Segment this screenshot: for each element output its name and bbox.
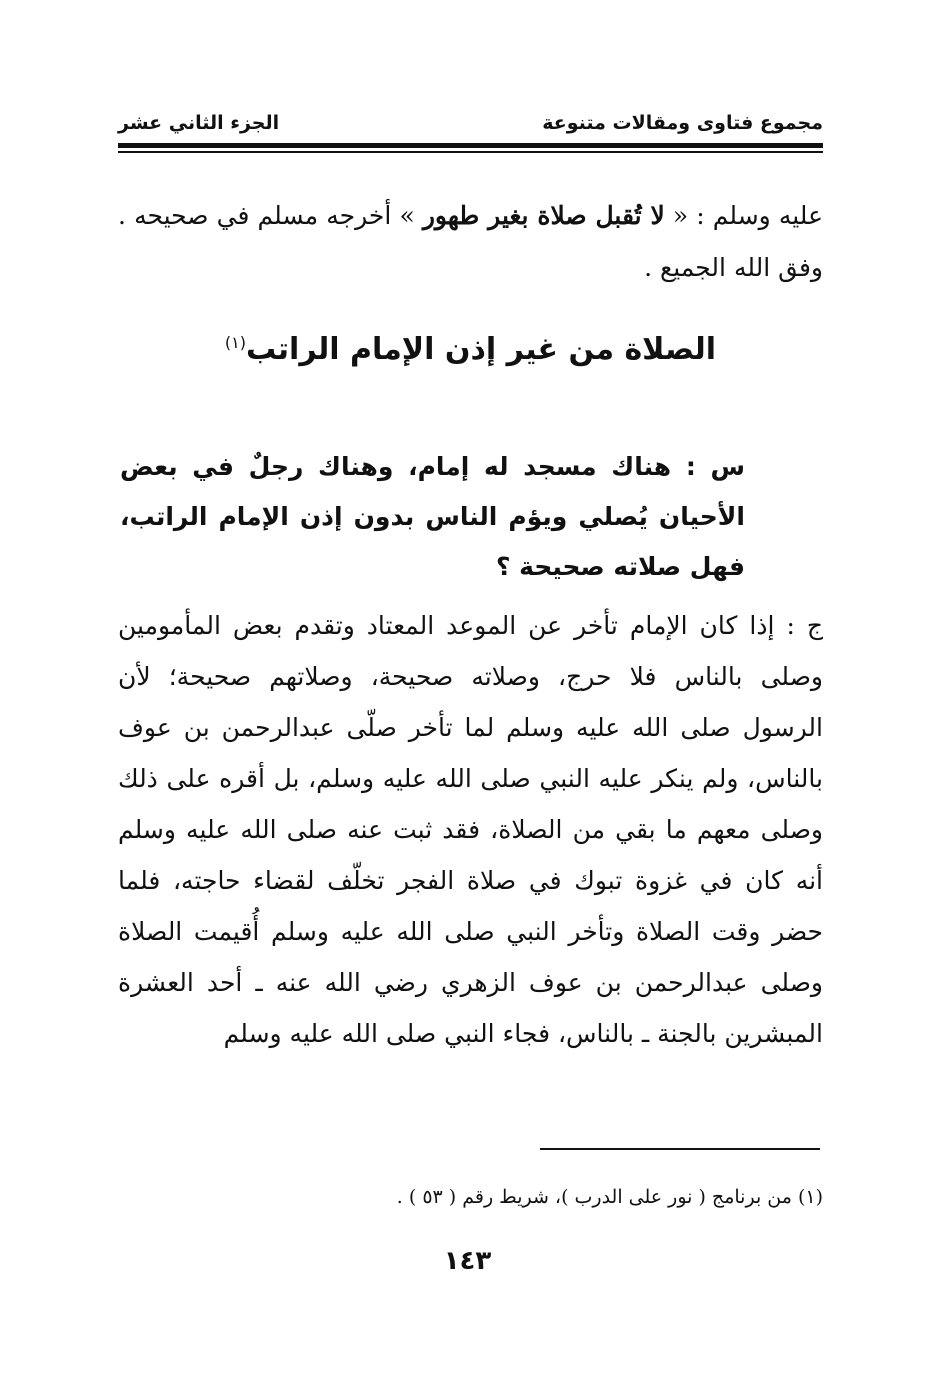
answer-paragraph: ج : إذا كان الإمام تأخر عن الموعد المعتاد وتقدم بعض المأمومين وصلى بالناس فلا حرج، وصلاته صحيحة، وصلاتهم صحيحة؛ لأن الرسول صلى الله عليه وسلم لما تأخر صلّى عبدالرحمن بن عوف بالناس، ولم ينكر عليه النبي صلى الله عليه وسلم، بل أقره على ذلك وصلى معهم ما بقي من الصلاة، فقد ثبت عنه صلى الله عليه وسلم أنه كان في غزوة تبوك في صلاة الفجر تخلّف لقضاء حاجته، فلما حضر وقت الصلاة وتأخر النبي صلى الله عليه وسلم أُقيمت الصلاة وصلى عبدالرحمن بن عوف الزهري رضي الله عنه ـ أحد العشرة المبشرين بالجنة ـ بالناس، فجاء النبي صلى الله عليه وسلم (118, 611, 823, 1048)
section-title (118, 332, 823, 367)
footnote-marker: (١) (224, 333, 247, 352)
intro-paragraph (118, 190, 823, 294)
section-title-text: الصلاة من غير إذن الإمام الراتب (246, 332, 717, 367)
hadith-quote: لا تُقبل صلاة بغير طهور (422, 201, 665, 230)
running-header (118, 112, 823, 142)
page-number: ١٤٣ (443, 1246, 492, 1276)
footnote: (١) من برنامج ( نور على الدرب )، شريط رقم ( ٥٣ ) . (396, 1186, 823, 1208)
header-rule-thick (118, 143, 823, 148)
question-paragraph: س : هناك مسجد له إمام، وهناك رجلٌ في بعض الأحيان يُصلي ويؤم الناس بدون إذن الإمام الراتب، فهل صلاته صحيحة ؟ (120, 452, 745, 581)
intro-prefix: عليه وسلم : « (664, 201, 823, 230)
book-title: مجموع فتاوى ومقالات متنوعة (542, 112, 823, 134)
volume-label: الجزء الثاني عشر (118, 112, 280, 134)
intro-suffix: » أخرجه مسلم في صحيحه . وفق الله الجميع . (118, 201, 823, 282)
footnote-separator (540, 1148, 820, 1150)
header-rule-thin (118, 151, 823, 153)
